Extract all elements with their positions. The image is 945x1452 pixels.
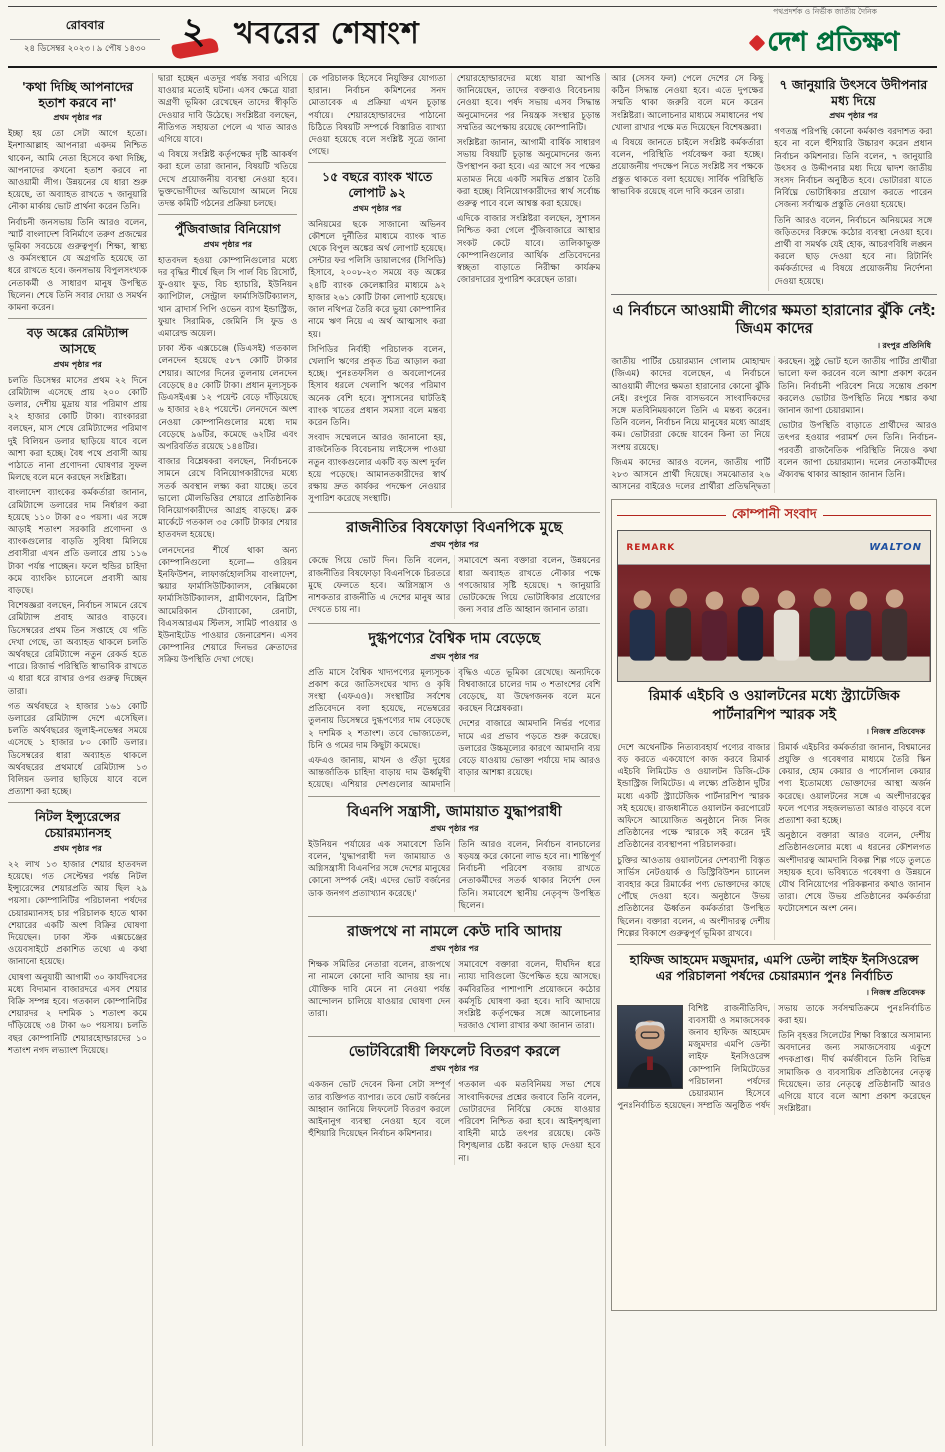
people-silhouettes-icon [618,569,930,681]
body-paragraph: সংশ্লিষ্টরা জানান, আগামী বার্ষিক সাধারণ সভায় বিষয়টি চূড়ান্ত অনুমোদনের জন্য উপস্থাপন করা হবে। এর আগে সব পক্ষের মতামত নিয়ে একটি সমন্বিত প্রস্তাব তৈরি করা হচ্ছে। বিনিয়োগকারীদের স্বার্থ সর্বোচ্চ গুরুত্ব পাবে বলে আশ্বস্ত করা হয়েছে। [456,138,601,210]
body-paragraph: ২২ লাখ ১৩ হাজার শেয়ার হাতবদল হয়েছে। গত সেপ্টেম্বর পর্যন্ত নিটল ইন্স্যুরেন্সের শেয়ারপ্রতি আয় ছিল ২৯ পয়সা। কোম্পানিটির পরিচালনা পর্ষদের চেয়ারম্যানসহ চার পরিচালক হাতে থাকা শেয়ারের একটি অংশ বিক্রির ঘোষণা দিয়েছেন। ঢাকা স্টক এক্সচেঞ্জের ওয়েবসাইটে প্রকাশিত তথ্যে এ কথা জানানো হয়েছে। [8,859,148,968]
byline: প্রথম পৃষ্ঠার পর [829,111,878,121]
body-paragraph: এফএও জানায়, মাখন ও গুঁড়া দুধের আন্তর্জাতিক চাহিদা বাড়ায় দাম ঊর্ধ্বমুখী হয়েছে। এশিয়ার দেশগুলোর আমদানি বৃদ্ধিও এতে ভূমিকা রেখেছে। অন্যদিকে বিশ্ববাজারে চালের দাম ৩ শতাংশের বেশি বেড়েছে, যা উদ্বেগজনক বলে মনে করছেন বিশ্লেষকরা। [308,667,601,791]
body-paragraph: বিশিষ্ট রাজনীতিবিদ, ব্যবসায়ী ও সমাজসেবক জনাব হাফিজ আহমেদ মজুমদার এমপি ডেল্টা লাইফ ইনসিওরেন্স কোম্পানি লিমিটেডের পরিচালনা পর্ষদের চেয়ারম্যান হিসেবে পুনঃনির্বাচিত হয়েছেন। সম্প্রতি অনুষ্ঠিত পর্ষদ সভায় তাকে সর্বসম্মতিক্রমে পুনঃনির্বাচিত করা হয়। [617,1003,931,1112]
body-paragraph: আর (সেসব ফল) পেলে দেশের সে কিছু কঠিন সিদ্ধান্ত নেওয়া হবে। এতে দুপক্ষের সম্মতি থাকা জরুরি বলে মনে করেন সংশ্লিষ্টরা। আলোচনার মাধ্যমে সমাধানের পথ খোলা রাখার পক্ষে মত দিয়েছেন বিশেষজ্ঞরা। [611,74,764,133]
byline: প্রথম পৃষ্ঠার পর [430,651,479,661]
company-news-label: কোম্পানী সংবাদ [731,507,817,523]
body-paragraph: চলতি ডিসেম্বর মাসের প্রথম ২২ দিনে রেমিট্যান্স এসেছে প্রায় ২০০ কোটি ডলার, দেশীয় মুদ্রায় যার পরিমাণ প্রায় ২২ হাজার কোটি টাকা। ব্যাংকাররা বলছেন, মাস শেষে রেমিট্যান্সের পরিমাণ দুই বিলিয়ন ডলার ছাড়িয়ে যাবে বলে আশা করা হচ্ছে। বৈধ পথে প্রবাসী আয় পাঠাতে নানা প্রণোদনা ঘোষণার সুফল মিলছে বলে মনে করছেন সংশ্লিষ্টরা। [8,375,148,484]
headline: ১৫ বছরে ব্যাংক খাতে লোপাট ৯২ [321,169,433,201]
partnership-photo [617,530,931,682]
headline: 'কথা দিচ্ছি আপনাদের হতাশ করবে না' [21,79,134,110]
continuation-text [158,73,297,210]
company-news-header [617,505,931,526]
page-number: ২ [182,11,206,52]
column-1 [8,73,153,1446]
article-january-7-election [774,77,932,288]
weekday: রোববার [10,17,160,40]
body-paragraph: তিনি আরও বলেন, নির্বাচনে অনিয়মের সঙ্গে জড়িতদের বিরুদ্ধে কঠোর ব্যবস্থা নেওয়া হবে। প্রার্থী বা সমর্থক যেই হোক, আচরণবিধি লঙ্ঘন করলে ছাড় দেওয়া হবে না। রিটার্নিং কর্মকর্তাদের এ বিষয়ে প্রয়োজনীয় নির্দেশনা দেওয়া হয়েছে। [774,215,933,287]
body-paragraph: এদিকে বাজার সংশ্লিষ্টরা বলছেন, সুশাসন নিশ্চিত করা গেলে পুঁজিবাজারে আস্থার সংকট কেটে যাবে। তালিকাভুক্ত কোম্পানিগুলোর আর্থিক প্রতিবেদনের স্বচ্ছতা বাড়াতে নিরীক্ষা কার্যক্রম জোরদারের সুপারিশ করেছেন তারা। [456,214,601,286]
body-paragraph: নির্বাচনী জনসভায় তিনি আরও বলেন, স্মার্ট বাংলাদেশ বিনির্মাণে তরুণ প্রজন্মের ভূমিকা সবচেয়ে গুরুত্বপূর্ণ। শিক্ষা, স্বাস্থ্য ও কর্মসংস্থানে যে অগ্রগতি হয়েছে তা ধরে রাখতে হবে। জনসভায় বিপুলসংখ্যক নেতাকর্মী ও সাধারণ মানুষ উপস্থিত ছিলেন। শেষে তিনি সবার দোয়া ও সমর্থন কামনা করেন। [8,217,148,314]
page-header [8,6,937,68]
body-paragraph: দেশের বাজারে আমদানি নির্ভর পণ্যের দামে এর প্রভাব পড়তে শুরু করেছে। ডলারের উচ্চমূল্যের কারণে আমদানি ব্যয় বেড়ে যাওয়ায় ভোক্তা পর্যায়ে দাম আরও বাড়ার আশঙ্কা রয়েছে। [458,719,601,779]
body-paragraph: গত অর্থবছরে ২ হাজার ১৬১ কোটি ডলারের রেমিট্যান্স দেশে এসেছিল। চলতি অর্থবছরের জুলাই-নভেম্বর সময়ে এসেছে ১ হাজার ৮০ কোটি ডলার। ডিসেম্বরের ধারা অব্যাহত থাকলে অর্থবছরের প্রথমার্ধে রেমিট্যান্স ১৩ বিলিয়ন ডলার ছাড়িয়ে যাবে বলে প্রত্যাশা করা হচ্ছে। [8,701,148,798]
byline: ৷ রংপুর প্রতিনিধি [878,341,932,351]
body-paragraph: রিমার্ক এইচবির কর্মকর্তারা জানান, বিশ্বমানের প্রযুক্তি ও গবেষণার মাধ্যমে তৈরি স্কিন কেয়ার, হোম কেয়ার ও পার্সোনাল কেয়ার পণ্য ইতোমধ্যে ভোক্তাদের আস্থা অর্জন করেছে। ওয়ালটনের সঙ্গে এ অংশীদারত্বের ফলে পণ্যের সহজলভ্যতা আরও বাড়বে বলে প্রত্যাশা করা হচ্ছে। [778,742,931,826]
body-paragraph: অনুষ্ঠানে বক্তারা আরও বলেন, দেশীয় প্রতিষ্ঠানগুলোর মধ্যে এ ধরনের কৌশলগত অংশীদারত্ব আমদানি বিকল্প শিল্প গড়ে তুলতে সহায়ক হবে। ভবিষ্যতে গবেষণা ও উন্নয়নে যৌথ বিনিয়োগের পরিকল্পনার কথাও জানান তারা। শেষে উভয় প্রতিষ্ঠানের কর্মকর্তারা ফটোসেশনে অংশ নেন। [778,831,931,915]
column-6 [774,73,932,291]
byline: ৷ নিজস্ব প্রতিবেদক [867,987,926,997]
article-street-protest [308,916,600,1032]
headline: বড় অঙ্কের রেমিট্যান্স আসছে [26,325,129,356]
date-line: ২৪ ডিসেম্বর ২০২৩ ৷ ৯ পৌষ ১৪৩০ [23,43,147,54]
section-title: খবরের শেষাংশ [234,16,420,51]
headline: বিএনপি সন্ত্রাসী, জামায়াত যুদ্ধাপরাধী [346,803,562,820]
headline: রাজপথে না নামলে কেউ দাবি আদায় [347,923,562,940]
portrait-silhouette-icon [618,1006,682,1087]
article-bnp-politics [308,512,600,619]
headline: এ নির্বাচনে আওয়ামী লীগের ক্ষমতা হারানোর ঝুঁকি নেই: জিএম কাদের [612,302,936,338]
byline: প্রথম পৃষ্ঠার পর [430,1064,479,1074]
byline: ৷ নিজস্ব প্রতিবেদক [867,726,926,736]
column-right [611,73,937,1446]
byline: প্রথম পৃষ্ঠার পর [430,823,479,833]
chairman-portrait [617,1005,683,1089]
body-paragraph: অনিয়মের ছকে সাজানো অভিনব কৌশলে দুর্নীতির মাধ্যমে ব্যাংক খাত থেকে বিপুল অঙ্কের অর্থ লোপাট হয়েছে। সেন্টার ফর পলিসি ডায়ালগের (সিপিডি) হিসাবে, ২০০৮-২৩ সময়ে বড় অঙ্কের ২৪টি ব্যাংক কেলেঙ্কারির মাধ্যমে ৯২ হাজার ২৬১ কোটি টাকা লোপাট হয়েছে। জাল নথিপত্র তৈরি করে ভুয়া কোম্পানির নামে ঋণ নিয়ে এ অর্থ আত্মসাৎ করা হয়। [308,219,446,340]
column-5 [611,73,769,291]
page-content [8,68,937,1446]
body-paragraph: একজন ভোট দেবেন কিনা সেটা সম্পূর্ণ তার ব্যক্তিগত ব্যাপার। তবে ভোট বর্জনের আহ্বান জানিয়ে লিফলেট বিতরণ করলে আইনানুগ ব্যবস্থা নেওয়া হবে বলে হুঁশিয়ারি দিয়েছেন নির্বাচন কমিশনার। [308,1080,451,1140]
body-paragraph: বাংলাদেশ ব্যাংকের কর্মকর্তারা জানান, রেমিট্যান্সে ডলারের দাম নির্ধারণ করা হয়েছে ১১০ টাকা ৫০ পয়সা। এর সঙ্গে আড়াই শতাংশ সরকারি প্রণোদনা ও ব্যাংকগুলোর বাড়তি সুবিধা মিলিয়ে প্রবাসীরা এখন প্রতি ডলারে প্রায় ১১৬ টাকা পর্যন্ত পাচ্ছেন। ফলে হুন্ডির চাহিদা কমে ব্যাংকিং চ্যানেলে প্রবাসী আয় বাড়ছে। [8,488,148,596]
body-paragraph: চুক্তির আওতায় ওয়ালটনের দেশব্যাপী বিস্তৃত সার্ভিস নেটওয়ার্ক ও ডিস্ট্রিবিউশন চ্যানেল ব্যবহার করে রিমার্কের পণ্য ভোক্তাদের কাছে পৌঁছে দেওয়া হবে। অনুষ্ঠানে উভয় প্রতিষ্ঠানের ঊর্ধ্বতন কর্মকর্তারা উপস্থিত ছিলেন। বক্তারা বলেন, এ অংশীদারত্ব দেশীয় শিল্পের বিকাশে গুরুত্বপূর্ণ ভূমিকা রাখবে। [617,855,771,939]
article-gm-quader [611,294,937,493]
headline: রিমার্ক এইচবি ও ওয়ালটনের মধ্যে স্ট্র্যাটেজিক পার্টনারশিপ স্মারক সই [648,688,900,723]
byline: প্রথম পৃষ্ঠার পর [352,203,402,213]
masthead-name: দেশ প্রতিক্ষণ [767,27,899,57]
body-paragraph: তিনি বৃহত্তর সিলেটের শিক্ষা বিস্তারে অসামান্য অবদানের জন্য সমাজসেবায় একুশে পদকপ্রাপ্ত। দীর্ঘ কর্মজীবনে তিনি বিভিন্ন সামাজিক ও ব্যবসায়িক প্রতিষ্ঠানের নেতৃত্ব দিয়েছেন। তার নেতৃত্বে প্রতিষ্ঠানটি আরও এগিয়ে যাবে বলে আশা প্রকাশ করেছেন সংশ্লিষ্টরা। [778,1030,931,1115]
masthead [715,7,935,65]
article-bnp-jamaat [308,796,600,912]
byline: প্রথম পৃষ্ঠার পর [430,944,479,954]
article-stock-market [158,214,297,666]
byline: প্রথম পৃষ্ঠার পর [53,359,102,369]
body-paragraph: জিএম কাদের আরও বলেন, জাতীয় পার্টি ২৮৩ আসনে প্রার্থী দিয়েছে। সমঝোতার ২৬ আসনের বাইরেও দলের প্রার্থীরা প্রতিদ্বন্দ্বিতা করছেন। সুষ্ঠু ভোট হলে জাতীয় পার্টির প্রার্থীরা ভালো ফল করবেন বলে আশা প্রকাশ করেন তিনি। নির্বাচনী পরিবেশ নিয়ে সন্তোষ প্রকাশ করলেও ভোটার উপস্থিতি নিয়ে শঙ্কার কথা জানান জাপা চেয়ারম্যান। [611,357,937,493]
body-paragraph: কেন্দ্রে গিয়ে ভোট দিন। তিনি বলেন, রাজনীতির বিষফোড়া বিএনপিকে চিরতরে মুছে ফেলতে হবে। অগ্নিসন্ত্রাস ও নাশকতার রাজনীতি এ দেশের মানুষ আর দেখতে চায় না। [308,556,451,616]
article-remittance [8,318,147,798]
body-paragraph: ভোটার উপস্থিতি বাড়াতে প্রার্থীদের আরও তৎপর হওয়ার পরামর্শ দেন তিনি। নির্বাচন-পরবর্তী রাজনৈতিক পরিস্থিতি নিয়েও কথা বলেন জাপা চেয়ারম্যান। দলের নেতাকর্মীদের ঐক্যবদ্ধ থাকার আহ্বান জানান তিনি। [778,421,937,480]
article-remark-walton [617,687,931,940]
company-news-box [611,499,937,1311]
body-paragraph: জাতীয় পার্টির চেয়ারম্যান গোলাম মোহাম্মদ (জিএম) কাদের বলেছেন, এ নির্বাচনে আওয়ামী লীগের ক্ষমতা হারানোর কোনো ঝুঁকি নেই। রংপুরে নিজ বাসভবনে সাংবাদিকদের সঙ্গে মতবিনিময়কালে তিনি এ মন্তব্য করেন। তিনি বলেন, নির্বাচন নিয়ে মানুষের মধ্যে আগ্রহ কম। ভোটাররা কেন্দ্রে যাবেন কিনা তা নিয়ে সংশয় রয়েছে। [611,357,771,453]
body-paragraph: গতকাল এক মতবিনিময় সভা শেষে সাংবাদিকদের প্রশ্নের জবাবে তিনি বলেন, ভোটারদের নির্বিঘ্নে কেন্দ্রে যাওয়ার পরিবেশ নিশ্চিত করা হবে। আইনশৃঙ্খলা বাহিনী মাঠে তৎপর রয়েছে। কেউ বিশৃঙ্খলার চেষ্টা করলে ছাড় দেওয়া হবে না। [458,1080,601,1164]
body-paragraph: ইচ্ছা হয় তো সেটা আগে হতো। ইনশাআল্লাহ আপনারা একদম নিশ্চিত থাকেন, আমি নেতা হিসেবে কথা দিচ্ছি, আপনাদের কখনো হতাশ করবে না আওয়ামী লীগ। উন্নয়নের যে ধারা শুরু হয়েছে, তা অব্যাহত রাখতে ৭ জানুয়ারি নৌকা মার্কায় ভোট প্রার্থনা করেন তিনি। [8,129,148,213]
body-paragraph: সিপিডির নির্বাহী পরিচালক বলেন, খেলাপি ঋণের প্রকৃত চিত্র আড়াল করা হচ্ছে। পুনঃতফসিল ও অবলোপনের হিসাব ধরলে খেলাপি ঋণের পরিমাণ অনেক বেশি হবে। সুশাসনের ঘাটতিই ব্যাংক খাতের প্রধান সমস্যা বলে মন্তব্য করেন তিনি। [308,344,446,428]
byline: প্রথম পৃষ্ঠার পর [203,239,252,249]
divider-line [617,515,725,516]
column-middle [308,73,606,1446]
body-paragraph: শিক্ষক সমিতির নেতারা বলেন, রাজপথে না নামলে কোনো দাবি আদায় হয় না। যৌক্তিক দাবি মেনে না নেওয়া পর্যন্ত আন্দোলন চালিয়ে যাওয়ার ঘোষণা দেন তারা। [308,960,451,1019]
body-paragraph: ইউনিয়ন পর্যায়ের এক সমাবেশে তিনি বলেন, 'যুদ্ধাপরাধী দল জামায়াত ও অগ্নিসন্ত্রাসী বিএনপির সঙ্গে দেশের মানুষের কোনো সম্পর্ক নেই। এদের ভোট বর্জনের ডাক জনগণ প্রত্যাখ্যান করেছে।' [308,839,451,899]
body-paragraph: তিনি আরও বলেন, নির্বাচন বানচালের ষড়যন্ত্র করে কোনো লাভ হবে না। শান্তিপূর্ণ নির্বাচনী পরিবেশ বজায় রাখতে নেতাকর্মীদের সতর্ক থাকার নির্দেশ দেন তিনি। সমাবেশে স্থানীয় নেতৃবৃন্দ উপস্থিত ছিলেন। [458,839,601,911]
masthead-tagline: পথপ্রদর্শক ও নির্ভীক জাতীয় দৈনিক [773,7,877,16]
date-block [10,17,160,56]
article-quote-speech [8,73,147,314]
body-paragraph: প্রতি মাসে বৈশ্বিক খাদ্যপণ্যের মূল্যসূচক প্রকাশ করে জাতিসংঘের খাদ্য ও কৃষি সংস্থা (এফএও)। সংস্থাটির সর্বশেষ প্রতিবেদনে বলা হয়েছে, নভেম্বরের তুলনায় ডিসেম্বরে দুগ্ধপণ্যের দাম বেড়েছে ২ দশমিক ২ শতাংশ। তবে ভোজ্যতেল, চিনি ও গমের দাম কিছুটা কমেছে। [308,667,451,751]
body-paragraph: এ বিষয়ে জানতে চাইলে সংশ্লিষ্ট কর্মকর্তারা বলেন, পরিস্থিতি পর্যবেক্ষণ করা হচ্ছে। প্রয়োজনীয় পদক্ষেপ নিতে সংশ্লিষ্ট সব পক্ষকে প্রস্তুত থাকতে বলা হয়েছে। সার্বিক পরিস্থিতি স্বাভাবিক রয়েছে বলে দাবি করেন তারা। [611,138,764,197]
body-paragraph: হাতবদল হওয়া কোম্পানিগুলোর মধ্যে দর বৃদ্ধির শীর্ষে ছিল সি পার্ল বিচ রিসোর্ট, ফু-ওয়াং ফুড, বিচ হ্যাচারি, ইউনিয়ন ক্যাপিটাল, সেন্ট্রাল ফার্মাসিউটিক্যালস, খান ব্রাদার্স পিপি ওভেন ব্যাগ ইন্ডাস্ট্রিজ, ফুয়াং সিরামিক, জেমিনি সি ফুড ও এমারেল্ড অয়েল। [158,255,298,340]
page-number-block [168,10,226,62]
body-paragraph: এ বিষয়ে সংশ্লিষ্ট কর্তৃপক্ষের দৃষ্টি আকর্ষণ করা হলে তারা জানান, বিষয়টি খতিয়ে দেখে প্রয়োজনীয় ব্যবস্থা নেওয়া হবে। ভুক্তভোগীদের অভিযোগ আমলে নিয়ে তদন্ত কমিটি গঠনের প্রক্রিয়া চলছে। [158,150,298,210]
body-paragraph: বিশেষজ্ঞরা বলছেন, নির্বাচন সামনে রেখে রেমিট্যান্স প্রবাহ আরও বাড়বে। ডিসেম্বরের প্রথম তিন সপ্তাহে যে গতি দেখা গেছে, তা অব্যাহত থাকলে চলতি অর্থবছরে রেমিট্যান্সে নতুন রেকর্ড হতে পারে। রিজার্ভ পরিস্থিতি স্বাভাবিক রাখতে এ ধারা ধরে রাখার ওপর গুরুত্ব দিচ্ছেন তারা। [8,601,148,697]
body-paragraph: সমাবেশে বক্তারা বলেন, দীর্ঘদিন ধরে ন্যায্য দাবিগুলো উপেক্ষিত হয়ে আসছে। কর্মবিরতির পাশাপাশি প্রয়োজনে কঠোর কর্মসূচি ঘোষণা করা হবে। দাবি আদায়ে সংশ্লিষ্ট কর্তৃপক্ষের সঙ্গে আলোচনার দরজাও খোলা রাখার কথা জানান তারা। [458,960,601,1032]
article-nitol-insurance [8,802,147,1057]
body-paragraph: ঢাকা স্টক এক্সচেঞ্জে (ডিএসই) গতকাল লেনদেন হয়েছে ৫৮৭ কোটি টাকার শেয়ার। আগের দিনের তুলনায় লেনদেন বেড়েছে ৪৫ কোটি টাকা। প্রধান মূল্যসূচক ডিএসইএক্স ১২ পয়েন্ট বেড়ে দাঁড়িয়েছে ৬ হাজার ২৪২ পয়েন্টে। লেনদেনে অংশ নেওয়া কোম্পানিগুলোর মধ্যে দাম বেড়েছে ৯৬টির, কমেছে ৬২টির এবং অপরিবর্তিত রয়েছে ১৪৪টির। [158,344,298,452]
article-leaflet-warning [308,1036,600,1165]
column-3 [308,73,452,508]
byline: প্রথম পৃষ্ঠার পর [430,540,479,550]
remark-logo: REMARK [626,542,676,553]
body-paragraph: বাজার বিশ্লেষকরা বলছেন, নির্বাচনকে সামনে রেখে বিনিয়োগকারীদের মধ্যে সতর্ক অবস্থান লক্ষ্য করা যাচ্ছে। তবে ভালো মৌলভিত্তির শেয়ারে প্রাতিষ্ঠানিক বিনিয়োগকারীদের আগ্রহ বাড়ছে। ব্লক মার্কেটে গতকাল ৩৫ কোটি টাকার শেয়ার হাতবদল হয়েছে। [158,457,298,541]
body-paragraph: দ্বারা হচ্ছেন এতদূর পর্যন্ত সবার এগিয়ে যাওয়ার মতোই ঘটনা। এসব ক্ষেত্রে যারা অগ্রণী ভূমিকা রেখেছেন তাদের স্বীকৃতি দেওয়ার দাবি উঠেছে। সংশ্লিষ্টরা বলছেন, নীতিগত সহায়তা পেলে এ খাত আরও এগিয়ে যাবে। [158,74,298,146]
article-bank-scam [308,162,446,505]
column-2 [158,73,303,1446]
headline: দুগ্ধপণ্যের বৈশ্বিক দাম বেড়েছে [368,631,541,648]
headline: ৭ জানুয়ারি উৎসবে উদীপনার মধ্য দিয়ে [779,77,928,108]
article-delta-life-chairman [617,944,931,1115]
column-4 [457,73,600,508]
masthead-logo-icon [749,35,766,52]
headline: পুঁজিবাজার বিনিয়োগ [174,221,281,237]
body-paragraph: ঘোষণা অনুযায়ী আগামী ৩০ কার্যদিবসের মধ্যে বিদ্যমান বাজারদরে এসব শেয়ার বিক্রি সম্পন্ন হবে। গতকাল কোম্পানিটির শেয়ারদর ২ দশমিক ১ শতাংশ কমে দাঁড়িয়েছে ৩৪ টাকা ৬০ পয়সায়। চলতি বছর কোম্পানিটি শেয়ারহোল্ডারদের ১০ শতাংশ নগদ লভ্যাংশ দিয়েছে। [8,972,148,1056]
headline: নিটল ইন্স্যুরেন্সের চেয়ারম্যানসহ [35,809,121,841]
body-paragraph: সংবাদ সম্মেলনে আরও জানানো হয়, রাজনৈতিক বিবেচনায় লাইসেন্স পাওয়া নতুন ব্যাংকগুলোর একটি বড় অংশ দুর্বল হয়ে পড়েছে। আমানতকারীদের স্বার্থ রক্ষায় দ্রুত কার্যকর পদক্ষেপ নেওয়ার সুপারিশ করেছে সংস্থাটি। [308,433,446,505]
article-dairy-prices [308,623,600,791]
headline: ভোটবিরোধী লিফলেট বিতরণ করলে [348,1044,560,1061]
headline: রাজনীতির বিষফোড়া বিএনপিকে মুছে [346,520,563,537]
divider-line [823,515,931,516]
body-paragraph: কে পরিচালক হিসেবে নিযুক্তির যোগ্যতা হারান। নির্বাচন কমিশনের সনদ মোতাবেক এ প্রক্রিয়া এখন চূড়ান্ত পর্যায়ে। শেয়ারহোল্ডারদের পাঠানো চিঠিতে বিষয়টি সম্পর্কে বিস্তারিত ব্যাখ্যা দেওয়া হয়েছে বলে সংশ্লিষ্ট সূত্রে জানা গেছে। [308,74,446,158]
body-paragraph: সমাবেশে অন্য বক্তারা বলেন, উন্নয়নের ধারা অব্যাহত রাখতে নৌকার পক্ষে গণজোয়ার সৃষ্টি হয়েছে। ৭ জানুয়ারি ভোটকেন্দ্রে গিয়ে ভোটাধিকার প্রয়োগের জন্য সবার প্রতি আহ্বান জানান তারা। [458,556,601,616]
body-paragraph: দেশে অথেনটিক নিত্যব্যবহার্য পণ্যের বাজার বড় করতে একযোগে কাজ করবে রিমার্ক এইচবি লিমিটেড ও ওয়ালটন ডিজি-টেক ইন্ডাস্ট্রিজ লিমিটেড। এ লক্ষ্যে প্রতিষ্ঠান দুটির মধ্যে একটি স্ট্র্যাটেজিক পার্টনারশিপ স্মারক সই হয়েছে। রাজধানীতে ওয়ালটন করপোরেট অফিসে আয়োজিত অনুষ্ঠানে নিজ নিজ প্রতিষ্ঠানের পক্ষে স্মারকে সই করেন দুই প্রতিষ্ঠানের ব্যবস্থাপনা পরিচালকরা। [617,742,771,851]
body-paragraph: লেনদেনের শীর্ষে থাকা অন্য কোম্পানিগুলো হলো— ওরিয়ন ইনফিউশন, লাফার্জহোলসিম বাংলাদেশ, স্কয়ার ফার্মাসিউটিক্যালস, বেক্সিমকো ফার্মাসিউটিক্যালস, গ্রামীণফোন, ব্রিটিশ আমেরিকান টোব্যাকো, রেনাটা, বিএসআরএম স্টিলস, সামিট পাওয়ার ও ইউনাইটেড পাওয়ার জেনারেশন। এসব কোম্পানির শেয়ারে দিনভর ক্রেতাদের সক্রিয় উপস্থিতি দেখা গেছে। [158,545,298,666]
photo-banner [618,531,930,565]
headline: হাফিজ আহমেদ মজুমদার, এমপি ডেল্টা লাইফ ইনসিওরেন্স এর পরিচালনা পর্ষদের চেয়ারম্যান পুনঃ নির্বাচিত [629,952,919,984]
body-paragraph: শেয়ারহোল্ডারদের মধ্যে যারা আপত্তি জানিয়েছেন, তাদের বক্তব্যও বিবেচনায় নেওয়া হবে। পর্ষদ সভায় এসব সিদ্ধান্ত অনুমোদনের পর নিয়ন্ত্রক সংস্থার চূড়ান্ত সম্মতির অপেক্ষায় রয়েছে কোম্পানিটি। [456,74,601,133]
walton-logo: WALTON [869,542,923,554]
byline: প্রথম পৃষ্ঠার পর [53,843,102,853]
body-paragraph: গণতন্ত্র পরিপন্থি কোনো কর্মকাণ্ড বরদাশত করা হবে না বলে হুঁশিয়ারি উচ্চারণ করেন প্রধান নির্বাচন কমিশনার। তিনি বলেন, ৭ জানুয়ারি উৎসব ও উদ্দীপনার মধ্য দিয়ে দ্বাদশ জাতীয় সংসদ নির্বাচন অনুষ্ঠিত হবে। ভোটাররা যাতে নির্বিঘ্নে ভোটাধিকার প্রয়োগ করতে পারেন সেজন্য সর্বাত্মক প্রস্তুতি নেওয়া হয়েছে। [774,127,933,211]
byline: প্রথম পৃষ্ঠার পর [53,113,102,123]
